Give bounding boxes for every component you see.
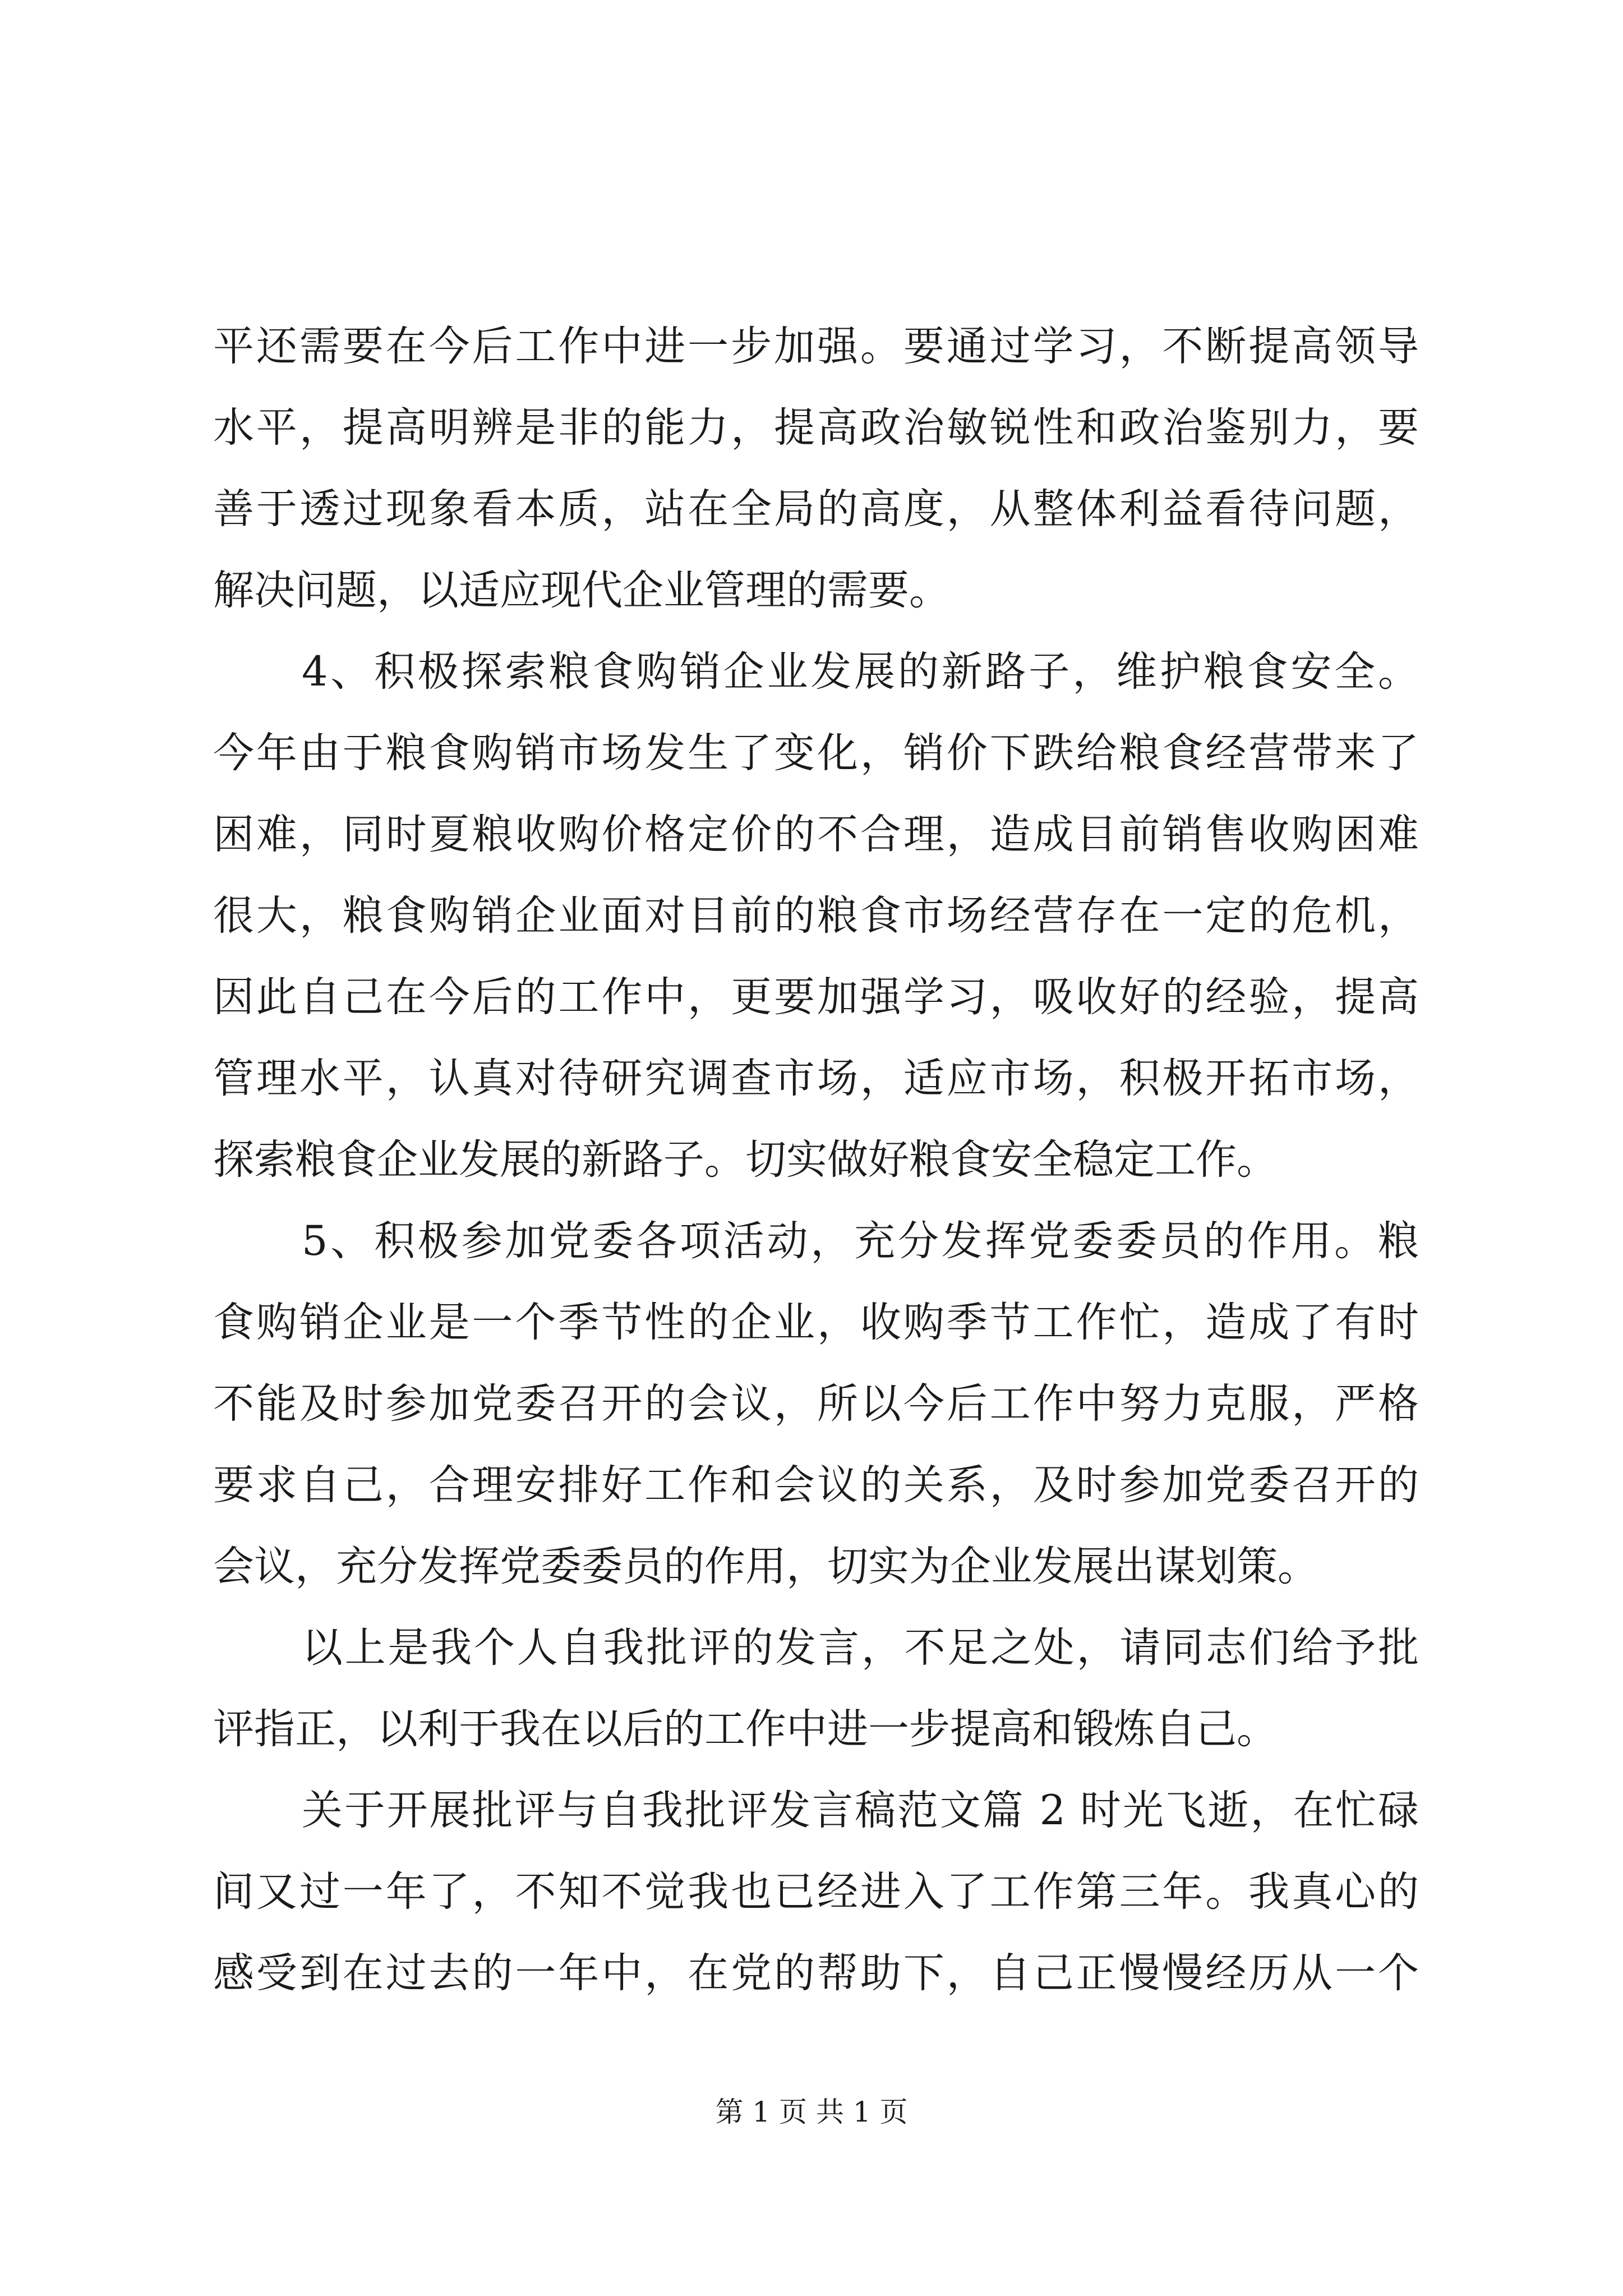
paragraph-line: 间又过一年了，不知不觉我也已经进入了工作第三年。我真心的 bbox=[213, 1868, 1419, 1916]
paragraph-line: 今年由于粮食购销市场发生了变化，销价下跌给粮食经营带来了 bbox=[213, 729, 1419, 777]
paragraph bbox=[213, 306, 1419, 631]
paragraph-line: 管理水平，认真对待研究调查市场，适应市场，积极开拓市场， bbox=[213, 1055, 1419, 1102]
paragraph-line: 关于开展批评与自我批评发言稿范文篇 2 时光飞逝，在忙碌 bbox=[302, 1787, 1419, 1834]
paragraph bbox=[213, 1770, 1419, 2014]
paragraph-line: 4、积极探索粮食购销企业发展的新路子，维护粮食安全。 bbox=[302, 648, 1419, 696]
paragraph-line: 感受到在过去的一年中，在党的帮助下，自己正慢慢经历从一个 bbox=[213, 1949, 1419, 1997]
paragraph-line: 评指正，以利于我在以后的工作中进一步提高和锻炼自己。 bbox=[213, 1705, 1278, 1753]
paragraph-line: 不能及时参加党委召开的会议，所以今后工作中努力克服，严格 bbox=[213, 1380, 1419, 1428]
paragraph-line: 要求自己，合理安排好工作和会议的关系，及时参加党委召开的 bbox=[213, 1461, 1419, 1509]
paragraph bbox=[213, 1607, 1419, 1770]
paragraph-line: 因此自己在今后的工作中，更要加强学习，吸收好的经验，提高 bbox=[213, 973, 1419, 1021]
paragraph bbox=[213, 631, 1419, 1200]
paragraph-line: 困难，同时夏粮收购价格定价的不合理，造成目前销售收购困难 bbox=[213, 811, 1419, 858]
page-footer: 第 1 页 共 1 页 bbox=[715, 2096, 908, 2128]
paragraph-line: 平还需要在今后工作中进一步加强。要通过学习，不断提高领导 bbox=[213, 323, 1419, 370]
paragraph bbox=[213, 1200, 1419, 1607]
paragraph-line: 水平，提高明辨是非的能力，提高政治敏锐性和政治鉴别力，要 bbox=[213, 404, 1419, 452]
paragraph-line: 善于透过现象看本质，站在全局的高度，从整体利益看待问题， bbox=[213, 485, 1419, 533]
document-body bbox=[213, 306, 1419, 2014]
paragraph-line: 探索粮食企业发展的新路子。切实做好粮食安全稳定工作。 bbox=[213, 1136, 1278, 1184]
paragraph-line: 解决问题，以适应现代企业管理的需要。 bbox=[213, 567, 950, 614]
paragraph-line: 很大，粮食购销企业面对目前的粮食市场经营存在一定的危机， bbox=[213, 892, 1419, 940]
paragraph-line: 食购销企业是一个季节性的企业，收购季节工作忙，造成了有时 bbox=[213, 1299, 1419, 1346]
paragraph-line: 会议，充分发挥党委委员的作用，切实为企业发展出谋划策。 bbox=[213, 1543, 1318, 1590]
paragraph-line: 以上是我个人自我批评的发言，不足之处，请同志们给予批 bbox=[302, 1624, 1419, 1672]
paragraph-line: 5、积极参加党委各项活动，充分发挥党委委员的作用。粮 bbox=[302, 1217, 1419, 1265]
